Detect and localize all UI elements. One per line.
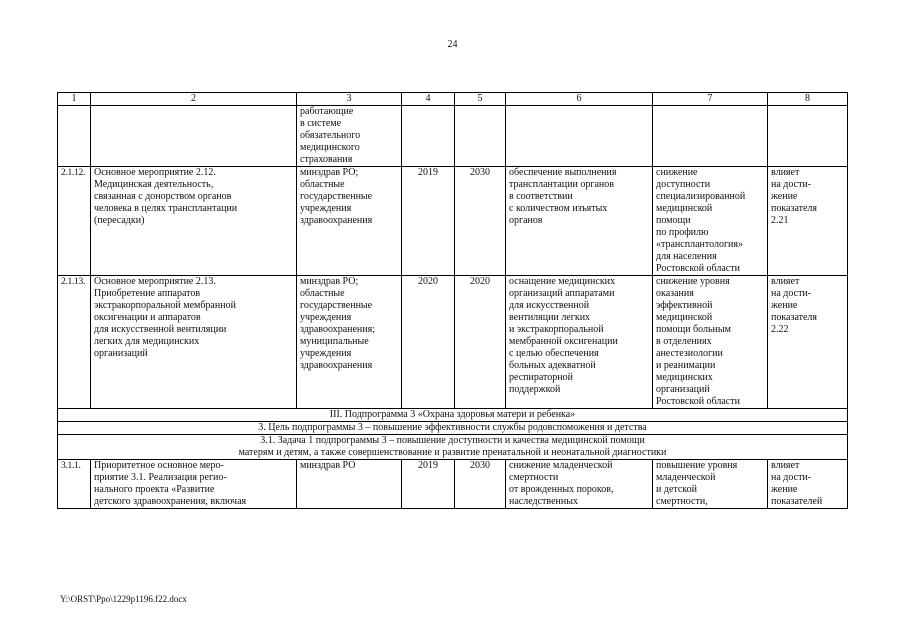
events-table [57, 92, 848, 509]
executor: минздрав РО; областные государственные учреждения здравоохранения [297, 167, 402, 276]
column-numbers-row [58, 93, 848, 106]
row-number: 2.1.12. [58, 167, 91, 276]
section-row-goal [58, 422, 848, 435]
table-row [58, 106, 848, 167]
indicator-link: влияет на дости- жение показателей [768, 460, 848, 509]
col-header-6: 6 [506, 93, 653, 106]
start-year: 2019 [402, 460, 455, 509]
start-year: 2020 [402, 276, 455, 409]
goal-title: 3. Цель подпрограммы 3 – повышение эффективности службы родовспоможения и детства [58, 422, 848, 435]
event-name: Основное мероприятие 2.13. Приобретение аппаратов экстракорпоральной мембранной оксигенации и аппаратов для искусственной вентиляции легких для медицинских организаций [91, 276, 297, 409]
col-header-7: 7 [653, 93, 768, 106]
section-row-subprogram [58, 409, 848, 422]
table-row [58, 276, 848, 409]
expected-result [506, 106, 653, 167]
executor: работающие в системе обязательного медицинского страхования [297, 106, 402, 167]
col-header-3: 3 [297, 93, 402, 106]
col-header-5: 5 [455, 93, 506, 106]
expected-result: снижение младенческой смертности от врожденных пороков, наследственных [506, 460, 653, 509]
event-name: Основное мероприятие 2.12. Медицинская деятельность, связанная с донорством органов человека в целях трансплантации (пересадки) [91, 167, 297, 276]
expected-result: обеспечение выполнения трансплантации органов в соответствии с количеством изъятых органов [506, 167, 653, 276]
file-path-footer: Y:\ORST\Ppo\1229p1196.f22.docx [60, 594, 187, 604]
executor: минздрав РО; областные государственные учреждения здравоохранения; муниципальные учреждения здравоохранения [297, 276, 402, 409]
table-row [58, 167, 848, 276]
end-year: 2030 [455, 167, 506, 276]
section-row-task [58, 435, 848, 460]
indicator-link: влияет на дости- жение показателя 2.22 [768, 276, 848, 409]
start-year [402, 106, 455, 167]
row-number [58, 106, 91, 167]
page-number: 24 [447, 39, 458, 50]
indicator-link: влияет на дости- жение показателя 2.21 [768, 167, 848, 276]
col-header-1: 1 [58, 93, 91, 106]
start-year: 2019 [402, 167, 455, 276]
col-header-8: 8 [768, 93, 848, 106]
row-number: 3.1.1. [58, 460, 91, 509]
non-implementation-consequence: снижение уровня оказания эффективной медицинской помощи больным в отделениях анестезиологии и реанимации медицинских организаций Ростовской области [653, 276, 768, 409]
non-implementation-consequence [653, 106, 768, 167]
subprogram-title: III. Подпрограмма 3 «Охрана здоровья матери и ребенка» [58, 409, 848, 422]
task-title: 3.1. Задача 1 подпрограммы 3 – повышение доступности и качества медицинской помощи матерям и детям, а также совершенствование и развитие пренатальной и неонатальной диагностики [58, 435, 848, 460]
expected-result: оснащение медицинских организаций аппаратами для искусственной вентиляции легких и экстракорпоральной мембранной оксигенации с целью обеспечения больных адекватной респираторной поддержкой [506, 276, 653, 409]
non-implementation-consequence: снижение доступности специализированной медицинской помощи по профилю «трансплантология» для населения Ростовской области [653, 167, 768, 276]
end-year: 2030 [455, 460, 506, 509]
row-number: 2.1.13. [58, 276, 91, 409]
non-implementation-consequence: повышение уровня младенческой и детской смертности, [653, 460, 768, 509]
event-name: Приоритетное основное меро- приятие 3.1. Реализация регио- нального проекта «Развитие детского здравоохранения, включая [91, 460, 297, 509]
table-row [58, 460, 848, 509]
col-header-2: 2 [91, 93, 297, 106]
col-header-4: 4 [402, 93, 455, 106]
indicator-link [768, 106, 848, 167]
end-year: 2020 [455, 276, 506, 409]
end-year [455, 106, 506, 167]
executor: минздрав РО [297, 460, 402, 509]
event-name [91, 106, 297, 167]
